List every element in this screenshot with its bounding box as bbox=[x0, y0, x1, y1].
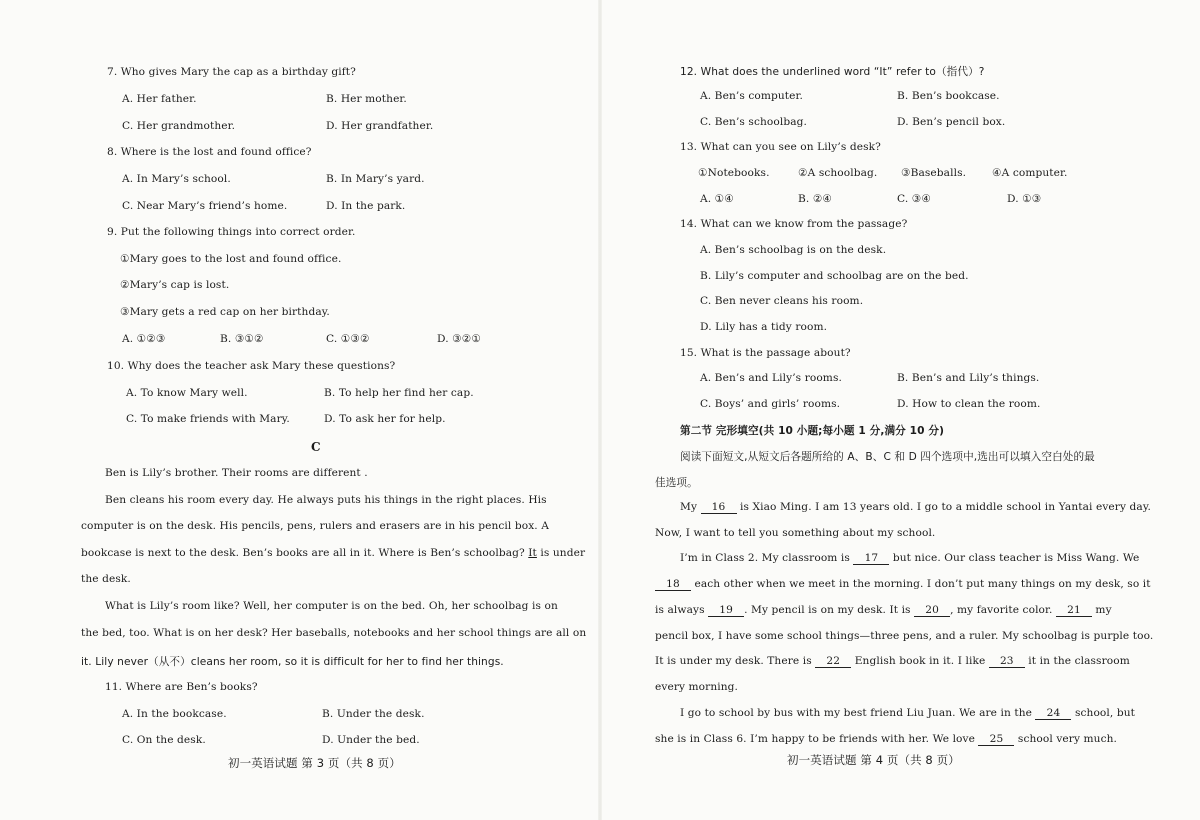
cloze-line bbox=[680, 501, 1151, 514]
passage-c-line: Ben cleans his room every day. He always puts his things in the right places. His bbox=[105, 494, 547, 506]
blank-23[interactable]: 23 bbox=[989, 655, 1025, 668]
cloze-text: school, but bbox=[1071, 707, 1135, 719]
question-13-option-d: D. ①③ bbox=[1007, 193, 1042, 205]
question-11-option-a: A. In the bookcase. bbox=[122, 708, 227, 720]
question-9-option-d: D. ③②① bbox=[437, 333, 481, 345]
passage-c-line: the bed, too. What is on her desk? Her baseballs, notebooks and her school things are all on bbox=[81, 627, 587, 639]
question-8-option-b: B. In Mary’s yard. bbox=[326, 173, 425, 185]
question-8-option-d: D. In the park. bbox=[326, 200, 406, 212]
question-11-option-c: C. On the desk. bbox=[122, 734, 206, 746]
question-13-item-2: ②A schoolbag. bbox=[798, 167, 878, 179]
blank-22[interactable]: 22 bbox=[815, 655, 851, 668]
question-10-option-b: B. To help her find her cap. bbox=[324, 387, 474, 399]
question-12-option-d: D. Ben’s pencil box. bbox=[897, 116, 1006, 128]
question-14-option-b: B. Lily’s computer and schoolbag are on the bed. bbox=[700, 270, 969, 282]
cloze-line: every morning. bbox=[655, 681, 739, 693]
question-13-item-3: ③Baseballs. bbox=[901, 167, 967, 179]
blank-21[interactable]: 21 bbox=[1056, 604, 1092, 617]
blank-25[interactable]: 25 bbox=[978, 733, 1014, 746]
underlined-word-it: It bbox=[528, 547, 537, 559]
question-9-option-b: B. ③①② bbox=[220, 333, 264, 345]
section-2-title: 第二节 完形填空(共 10 小题;每小题 1 分,满分 10 分) bbox=[680, 425, 945, 437]
page-footer: 初一英语试题 第 3 页（共 8 页） bbox=[228, 756, 401, 770]
question-9-item-2: ②Mary’s cap is lost. bbox=[120, 279, 230, 291]
cloze-text: I’m in Class 2. My classroom is bbox=[680, 552, 854, 564]
cloze-text: school very much. bbox=[1014, 733, 1118, 745]
right-page bbox=[600, 0, 1200, 820]
question-14-option-d: D. Lily has a tidy room. bbox=[700, 321, 828, 333]
question-9-stem: 9. Put the following things into correct order. bbox=[107, 226, 356, 238]
blank-17[interactable]: 17 bbox=[853, 552, 889, 565]
question-9-item-1: ①Mary goes to the lost and found office. bbox=[120, 253, 342, 265]
cloze-text: is Xiao Ming. I am 13 years old. I go to a middle school in Yantai every day. bbox=[736, 501, 1151, 513]
question-9-item-3: ③Mary gets a red cap on her birthday. bbox=[120, 306, 330, 318]
question-13-option-c: C. ③④ bbox=[897, 193, 931, 205]
passage-c-line: computer is on the desk. His pencils, pens, rulers and erasers are in his pencil box. A bbox=[81, 520, 549, 532]
question-10-stem: 10. Why does the teacher ask Mary these questions? bbox=[107, 360, 396, 372]
cloze-line bbox=[680, 707, 1135, 720]
question-10-option-a: A. To know Mary well. bbox=[126, 387, 248, 399]
cloze-text: , my favorite color. bbox=[950, 604, 1056, 616]
cloze-text: English book in it. I like bbox=[851, 655, 989, 667]
question-8-stem: 8. Where is the lost and found office? bbox=[107, 146, 312, 158]
cloze-text: it in the classroom bbox=[1024, 655, 1130, 667]
blank-20[interactable]: 20 bbox=[914, 604, 950, 617]
question-15-stem: 15. What is the passage about? bbox=[680, 347, 851, 359]
cloze-line bbox=[655, 655, 1130, 668]
question-12-stem: 12. What does the underlined word “It” refer to（指代）? bbox=[680, 66, 985, 78]
section-2-instruction-line-2: 佳选项。 bbox=[655, 477, 698, 489]
question-14-stem: 14. What can we know from the passage? bbox=[680, 218, 908, 230]
passage-c-line: the desk. bbox=[81, 573, 131, 585]
section-2-instruction-line-1: 阅读下面短文,从短文后各题所给的 A、B、C 和 D 四个选项中,选出可以填入空白处的最 bbox=[680, 451, 1095, 463]
cloze-line bbox=[655, 578, 1151, 591]
question-13-option-b: B. ②④ bbox=[798, 193, 833, 205]
blank-19[interactable]: 19 bbox=[708, 604, 744, 617]
blank-24[interactable]: 24 bbox=[1035, 707, 1071, 720]
question-11-option-b: B. Under the desk. bbox=[322, 708, 425, 720]
passage-c-line: it. Lily never（从不）cleans her room, so it is difficult for her to find her things. bbox=[81, 656, 504, 668]
question-7-option-a: A. Her father. bbox=[122, 93, 197, 105]
question-8-option-c: C. Near Mary’s friend’s home. bbox=[122, 200, 288, 212]
cloze-text: she is in Class 6. I’m happy to be friends with her. We love bbox=[655, 733, 979, 745]
question-13-item-1: ①Notebooks. bbox=[698, 167, 770, 179]
cloze-text: my bbox=[1091, 604, 1112, 616]
cloze-line bbox=[655, 604, 1112, 617]
question-7-stem: 7. Who gives Mary the cap as a birthday gift? bbox=[107, 66, 356, 78]
question-11-option-d: D. Under the bed. bbox=[322, 734, 420, 746]
page-footer: 初一英语试题 第 4 页（共 8 页） bbox=[787, 753, 960, 767]
passage-c-line: What is Lily’s room like? Well, her computer is on the bed. Oh, her schoolbag is on bbox=[105, 600, 558, 612]
cloze-line bbox=[655, 733, 1117, 746]
question-14-option-c: C. Ben never cleans his room. bbox=[700, 295, 864, 307]
passage-c-text: bookcase is next to the desk. Ben’s books are all in it. Where is Ben’s schoolbag? bbox=[81, 547, 529, 559]
question-15-option-c: C. Boys’ and girls’ rooms. bbox=[700, 398, 841, 410]
passage-c-title: C bbox=[311, 440, 321, 454]
cloze-text: My bbox=[680, 501, 701, 513]
cloze-text: It is under my desk. There is bbox=[655, 655, 816, 667]
question-9-option-a: A. ①②③ bbox=[122, 333, 166, 345]
question-15-option-a: A. Ben’s and Lily’s rooms. bbox=[700, 372, 842, 384]
blank-16[interactable]: 16 bbox=[701, 501, 737, 514]
question-13-option-a: A. ①④ bbox=[700, 193, 734, 205]
cloze-text: each other when we meet in the morning. I don’t put many things on my desk, so it bbox=[691, 578, 1151, 590]
question-15-option-b: B. Ben’s and Lily’s things. bbox=[897, 372, 1040, 384]
question-10-option-d: D. To ask her for help. bbox=[324, 413, 446, 425]
question-11-stem: 11. Where are Ben’s books? bbox=[105, 681, 258, 693]
question-12-option-b: B. Ben’s bookcase. bbox=[897, 90, 1000, 102]
cloze-line: pencil box, I have some school things—three pens, and a ruler. My schoolbag is purple too. bbox=[655, 630, 1154, 642]
cloze-line bbox=[680, 552, 1139, 565]
cloze-line: Now, I want to tell you something about my school. bbox=[655, 527, 936, 539]
question-14-option-a: A. Ben’s schoolbag is on the desk. bbox=[700, 244, 887, 256]
cloze-text: is always bbox=[655, 604, 709, 616]
question-13-item-4: ④A computer. bbox=[992, 167, 1068, 179]
question-15-option-d: D. How to clean the room. bbox=[897, 398, 1041, 410]
question-7-option-b: B. Her mother. bbox=[326, 93, 407, 105]
passage-c-paragraph-1: Ben is Lily’s brother. Their rooms are different . bbox=[105, 467, 368, 479]
passage-c-text: is under bbox=[536, 547, 586, 559]
question-9-option-c: C. ①③② bbox=[326, 333, 370, 345]
cloze-text: but nice. Our class teacher is Miss Wang. We bbox=[889, 552, 1140, 564]
question-7-option-c: C. Her grandmother. bbox=[122, 120, 236, 132]
question-13-stem: 13. What can you see on Lily’s desk? bbox=[680, 141, 881, 153]
question-8-option-a: A. In Mary’s school. bbox=[122, 173, 231, 185]
passage-c-line bbox=[81, 547, 585, 559]
cloze-text: I go to school by bus with my best friend Liu Juan. We are in the bbox=[680, 707, 1036, 719]
question-12-option-c: C. Ben’s schoolbag. bbox=[700, 116, 807, 128]
blank-18[interactable]: 18 bbox=[655, 578, 691, 591]
question-10-option-c: C. To make friends with Mary. bbox=[126, 413, 290, 425]
question-7-option-d: D. Her grandfather. bbox=[326, 120, 434, 132]
question-12-option-a: A. Ben’s computer. bbox=[700, 90, 803, 102]
cloze-text: . My pencil is on my desk. It is bbox=[744, 604, 915, 616]
